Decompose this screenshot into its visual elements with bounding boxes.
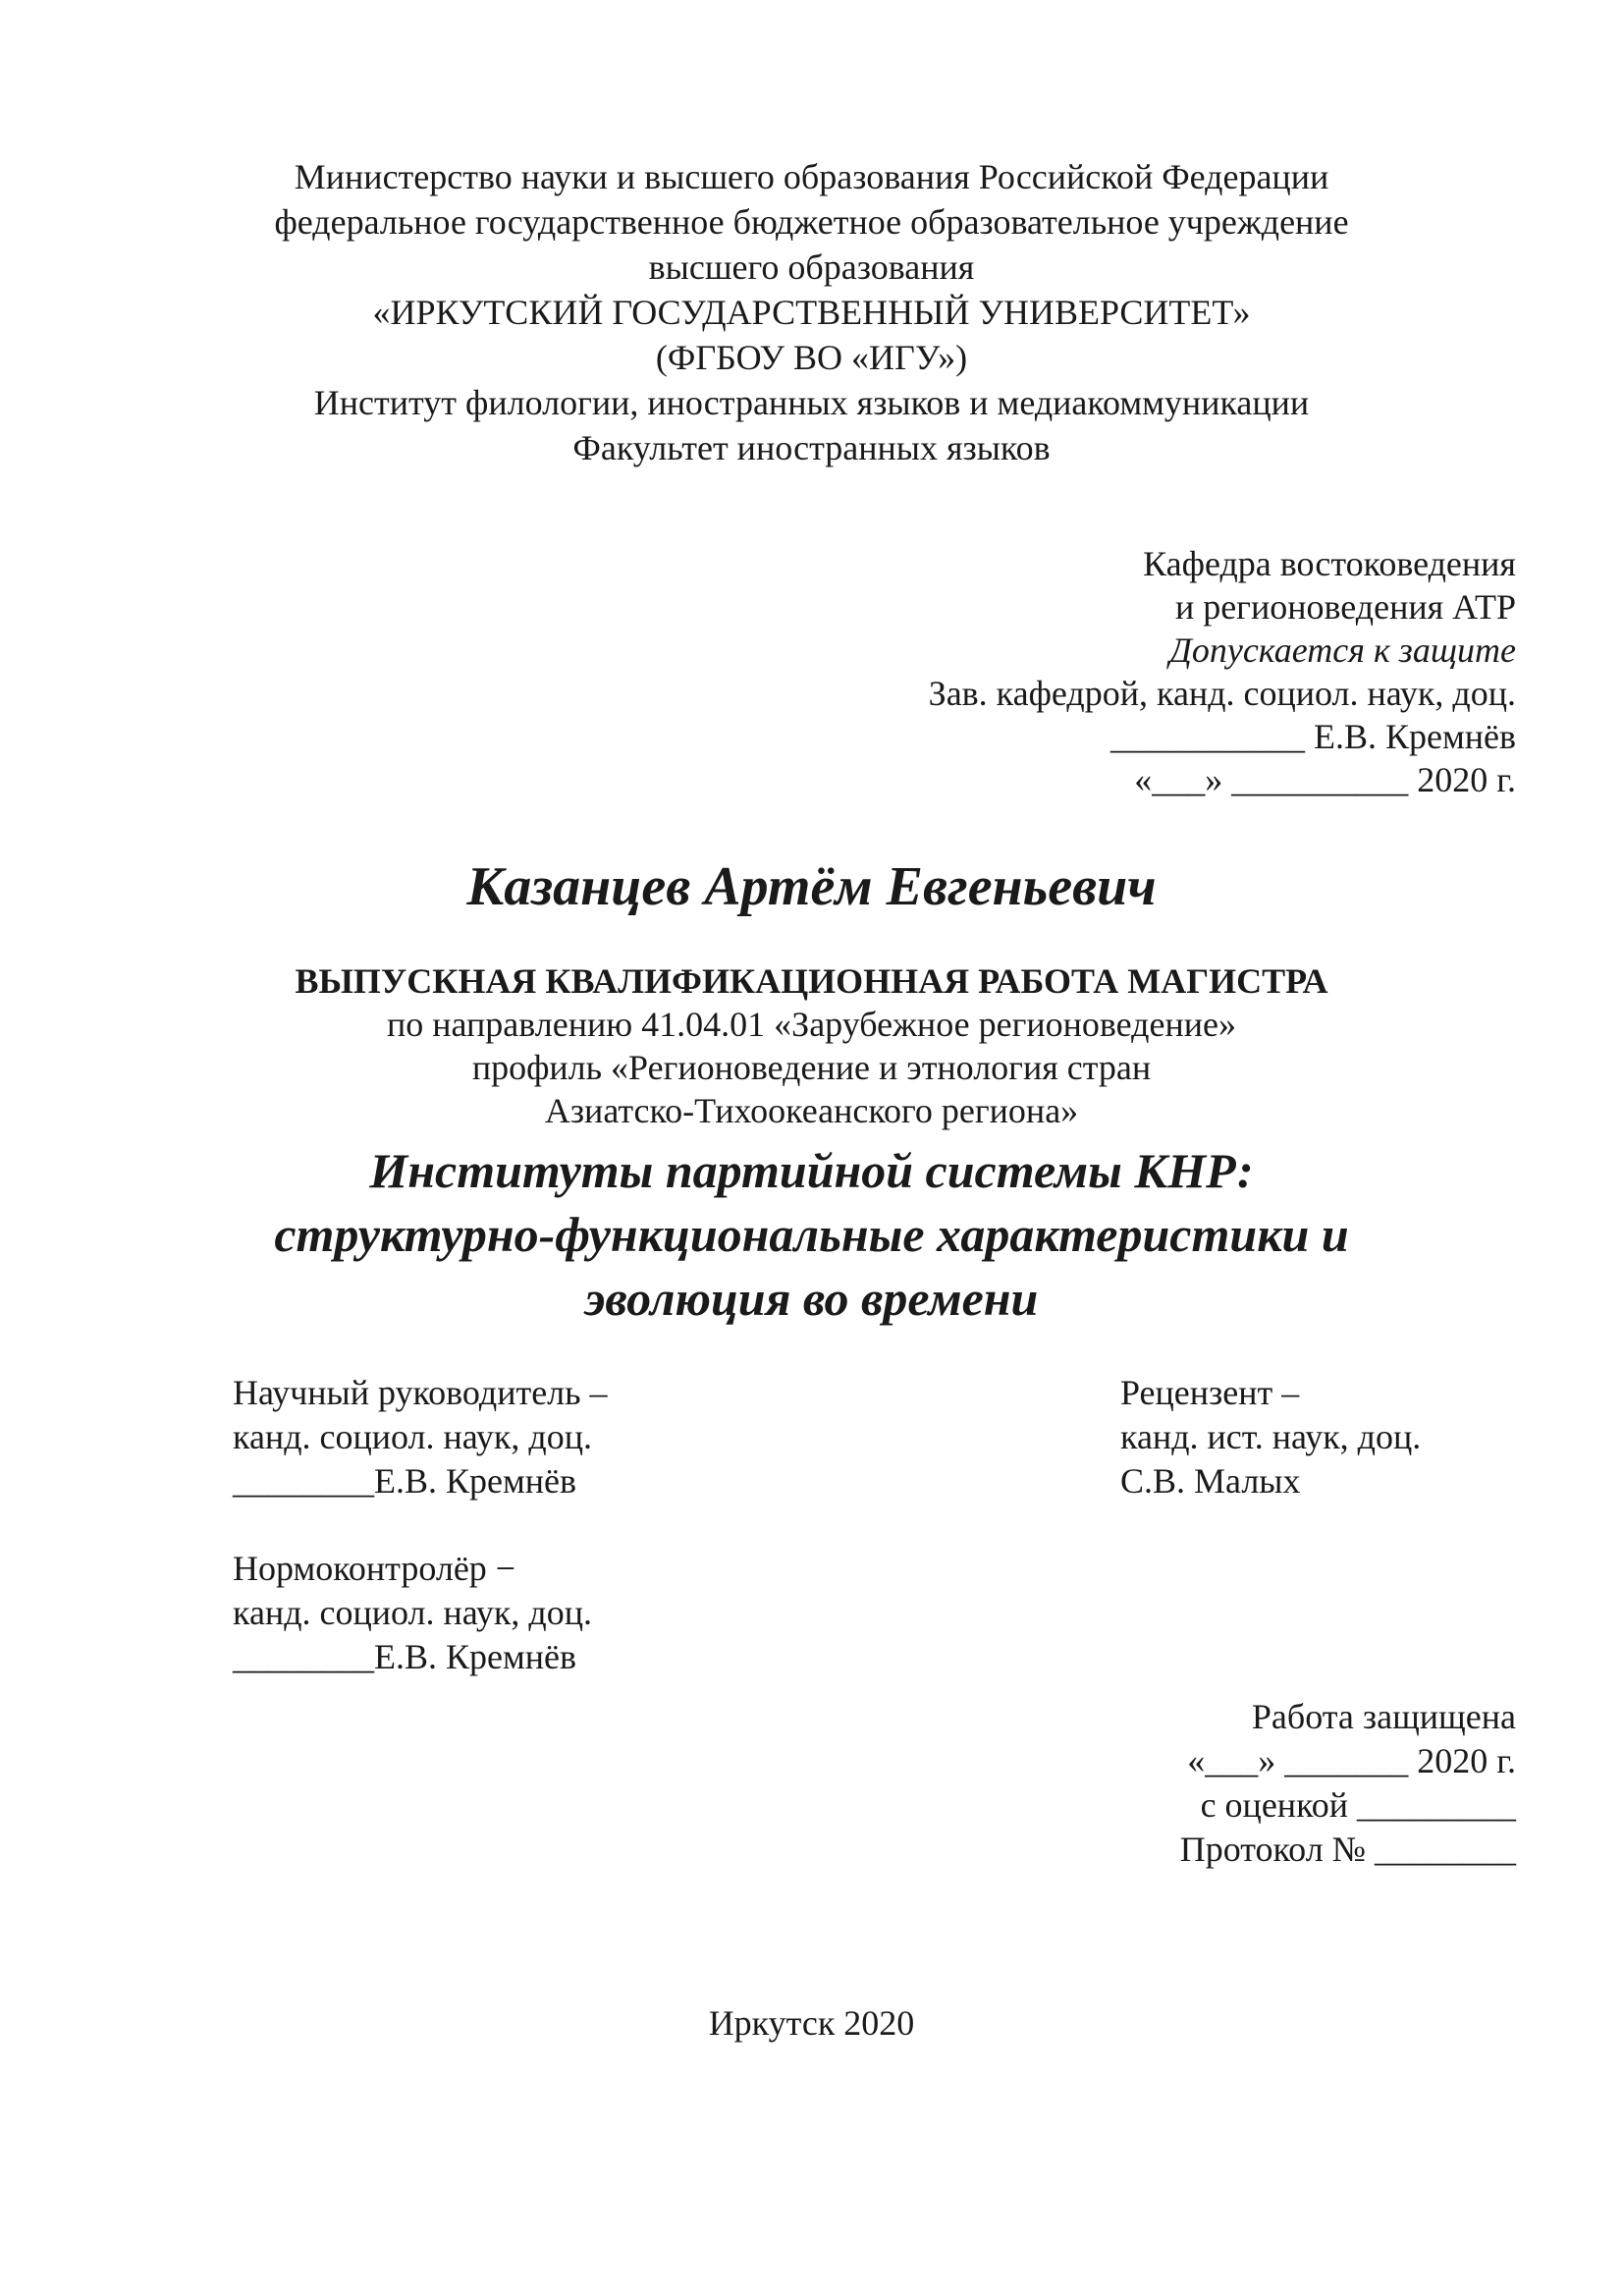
education-level-line: высшего образования (648, 247, 975, 287)
work-title-line-1: Институты партийной системы КНР: (369, 1143, 1254, 1198)
defense-grade: с оценкой _________ (1200, 1785, 1516, 1825)
department-line-2: и регионоведения АТР (1174, 587, 1516, 627)
university-abbr-line: (ФГБОУ ВО «ИГУ») (655, 338, 968, 377)
university-name-line: «ИРКУТСКИЙ ГОСУДАРСТВЕННЫЙ УНИВЕРСИТЕТ» (372, 293, 1251, 332)
defense-protocol: Протокол № ________ (1179, 1830, 1516, 1869)
reviewer-name: С.В. Малых (1120, 1461, 1301, 1501)
defense-status: Работа защищена (1251, 1697, 1516, 1736)
department-line-1: Кафедра востоковедения (1143, 544, 1516, 583)
normcontrol-role: Нормоконтролёр − (233, 1549, 516, 1588)
supervisor-signature: ________Е.В. Кремнёв (233, 1461, 577, 1501)
reviewer-degree: канд. ист. наук, доц. (1120, 1417, 1422, 1456)
work-profile-line-1: профиль «Регионоведение и этнология стран (471, 1048, 1152, 1087)
author-name: Казанцев Артём Евгеньевич (466, 856, 1157, 917)
supervisor-role: Научный руководитель – (233, 1373, 608, 1412)
work-direction: по направлению 41.04.01 «Зарубежное регионоведение» (387, 1005, 1236, 1044)
normcontrol-degree: канд. социол. наук, доц. (233, 1593, 592, 1632)
city-year: Иркутск 2020 (708, 2003, 915, 2043)
normcontrol-signature: ________Е.В. Кремнёв (233, 1637, 577, 1676)
work-title-line-3: эволюция во времени (584, 1271, 1039, 1326)
supervisor-degree: канд. социол. наук, доц. (233, 1417, 592, 1456)
reviewer-role: Рецензент – (1120, 1373, 1300, 1412)
institution-type-line: федеральное государственное бюджетное образовательное учреждение (274, 202, 1349, 242)
work-profile-line-2: Азиатско-Тихоокеанского региона» (544, 1091, 1079, 1130)
ministry-line: Министерство науки и высшего образования Российской Федерации (294, 157, 1329, 196)
head-position: Зав. кафедрой, канд. социол. наук, доц. (928, 674, 1516, 713)
head-signature: ___________ Е.В. Кремнёв (1109, 717, 1516, 756)
faculty-line: Факультет иностранных языков (572, 428, 1051, 467)
approval-date: «___» __________ 2020 г. (1134, 760, 1516, 799)
institute-line: Институт филологии, иностранных языков и медиакоммуникации (313, 383, 1310, 422)
work-title-line-2: структурно-функциональные характеристики и (274, 1207, 1349, 1262)
admitted-label: Допускается к защите (1168, 630, 1516, 670)
work-type: ВЫПУСКНАЯ КВАЛИФИКАЦИОННАЯ РАБОТА МАГИСТРА (295, 961, 1328, 1001)
defense-date: «___» _______ 2020 г. (1187, 1741, 1516, 1780)
